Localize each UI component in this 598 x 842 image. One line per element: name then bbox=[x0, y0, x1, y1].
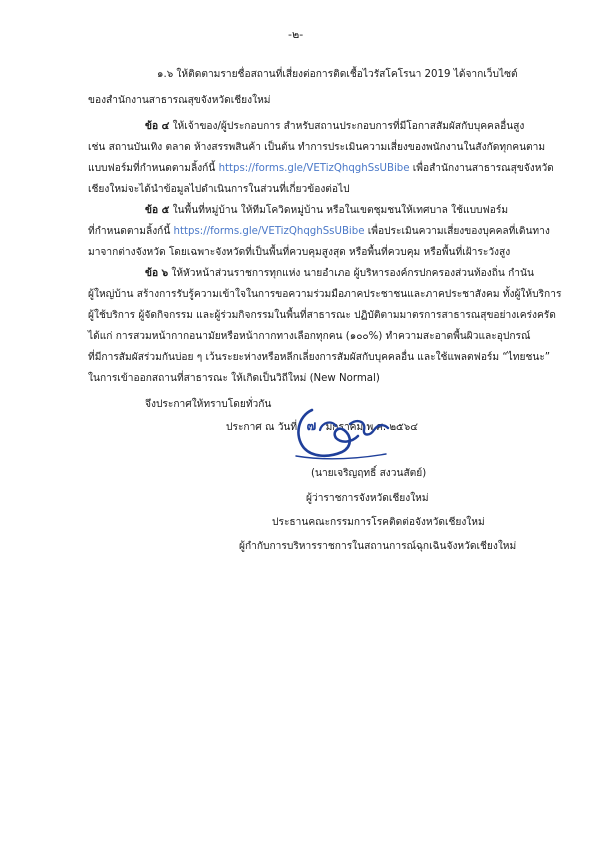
clause-4-text-3: แบบฟอร์มที่กำหนดตามลิ้งก์นี้ bbox=[88, 163, 219, 174]
signatory-title-3: ผู้กำกับการบริหารราชการในสถานการณ์ฉุกเฉินจังหวัดเชียงใหม่ bbox=[239, 541, 517, 552]
clause-5-line-3: มาจากต่างจังหวัด โดยเฉพาะจังหวัดที่เป็นพื้นที่ควบคุมสูงสุด หรือพื้นที่ควบคุม หรือพื้นที่เฝ้าระวังสูง bbox=[88, 247, 511, 258]
clause-6-line-5: ที่มีการสัมผัสร่วมกันบ่อย ๆ เว้นระยะห่างหรือหลีกเลี่ยงการสัมผัสกับบุคคลอื่น และใช้แพลตฟอร์ม “ไทยชนะ” bbox=[88, 352, 551, 363]
clause-5-text-1: ในพื้นที่หมู่บ้าน ให้ทีมโควิดหมู่บ้าน หรือในเขตชุมชนให้เทศบาล ใช้แบบฟอร์ม bbox=[169, 205, 509, 216]
clause-6-line-1 bbox=[145, 267, 534, 281]
clause-5-heading: ข้อ ๕ bbox=[145, 205, 170, 216]
handwritten-signature bbox=[290, 400, 390, 462]
clause-5-text-2b: เพื่อประเมินความเสี่ยงของบุคคลที่เดินทาง bbox=[364, 226, 550, 237]
clause-4-heading: ข้อ ๔ bbox=[145, 121, 170, 132]
clause-4-text-1: ให้เจ้าของ/ผู้ประกอบการ สำหรับสถานประกอบการที่มีโอกาสสัมผัสกับบุคคลอื่นสูง bbox=[169, 121, 525, 132]
clause-6-heading: ข้อ ๖ bbox=[145, 268, 169, 279]
clause-4-form-link[interactable]: https://forms.gle/VETizQhqghSsUBibe bbox=[218, 163, 410, 174]
announcement-line: จึงประกาศให้ทราบโดยทั่วกัน bbox=[145, 399, 272, 410]
clause-6-line-6: ในการเข้าออกสถานที่สาธารณะ ให้เกิดเป็นวิถีใหม่ (New Normal) bbox=[88, 373, 380, 384]
clause-4-line-3 bbox=[88, 162, 554, 176]
clause-6-line-3: ผู้ใช้บริการ ผู้จัดกิจกรรม และผู้ร่วมกิจกรรมในพื้นที่สาธารณะ ปฏิบัติตามมาตรการสาธารณสุขอย่างเคร่งครัด bbox=[88, 310, 556, 321]
signatory-name: (นายเจริญฤทธิ์ สงวนสัตย์) bbox=[311, 468, 427, 479]
clause-5-line-2 bbox=[88, 225, 550, 239]
page-number: -๒- bbox=[288, 28, 304, 41]
clause-6-line-2: ผู้ใหญ่บ้าน สร้างการรับรู้ความเข้าใจในการขอความร่วมมือภาคประชาชนและภาคประชาสังคม ทั้งผู้ให้บริการ bbox=[88, 289, 562, 300]
date-prefix: ประกาศ ณ วันที่ bbox=[226, 422, 298, 433]
clause-5-form-link[interactable]: https://forms.gle/VETizQhqghSsUBibe bbox=[173, 226, 365, 237]
signatory-title-2: ประธานคณะกรรมการโรคติดต่อจังหวัดเชียงใหม่ bbox=[272, 517, 485, 528]
clause-5-line-1 bbox=[145, 204, 508, 218]
clause-5-text-2: ที่กำหนดตามลิ้งก์นี้ bbox=[88, 226, 174, 237]
signatory-title-1: ผู้ว่าราชการจังหวัดเชียงใหม่ bbox=[306, 493, 429, 504]
item-1-6-line-1: ๑.๖ ให้ติดตามรายชื่อสถานที่เสี่ยงต่อการติดเชื้อไวรัสโคโรนา 2019 ได้จากเว็บไซต์ bbox=[157, 69, 518, 80]
date-suffix: มกราคม พ.ศ. ๒๕๖๔ bbox=[325, 422, 418, 433]
clause-4-line-1 bbox=[145, 120, 524, 134]
item-1-6-line-2: ของสำนักงานสาธารณสุขจังหวัดเชียงใหม่ bbox=[88, 95, 271, 106]
clause-4-line-2: เช่น สถานบันเทิง ตลาด ห้างสรรพสินค้า เป็นต้น ทำการประเมินความเสี่ยงของพนักงานในสังกัดทุกคนตาม bbox=[88, 142, 546, 153]
clause-4-text-3b: เพื่อสำนักงานสาธารณสุขจังหวัด bbox=[409, 163, 554, 174]
clause-4-line-4: เชียงใหม่จะได้นำข้อมูลไปดำเนินการในส่วนที่เกี่ยวข้องต่อไป bbox=[88, 184, 350, 195]
date-day-handwritten: ๗ bbox=[306, 419, 317, 434]
clause-6-line-4: ได้แก่ การสวมหน้ากากอนามัยหรือหน้ากากทางเลือกทุกคน (๑๐๐%) ทำความสะอาดพื้นผิวและอุปกรณ์ bbox=[88, 331, 531, 342]
clause-6-text-1: ให้หัวหน้าส่วนราชการทุกแห่ง นายอำเภอ ผู้บริหารองค์กรปกครองส่วนท้องถิ่น กำนัน bbox=[168, 268, 534, 279]
